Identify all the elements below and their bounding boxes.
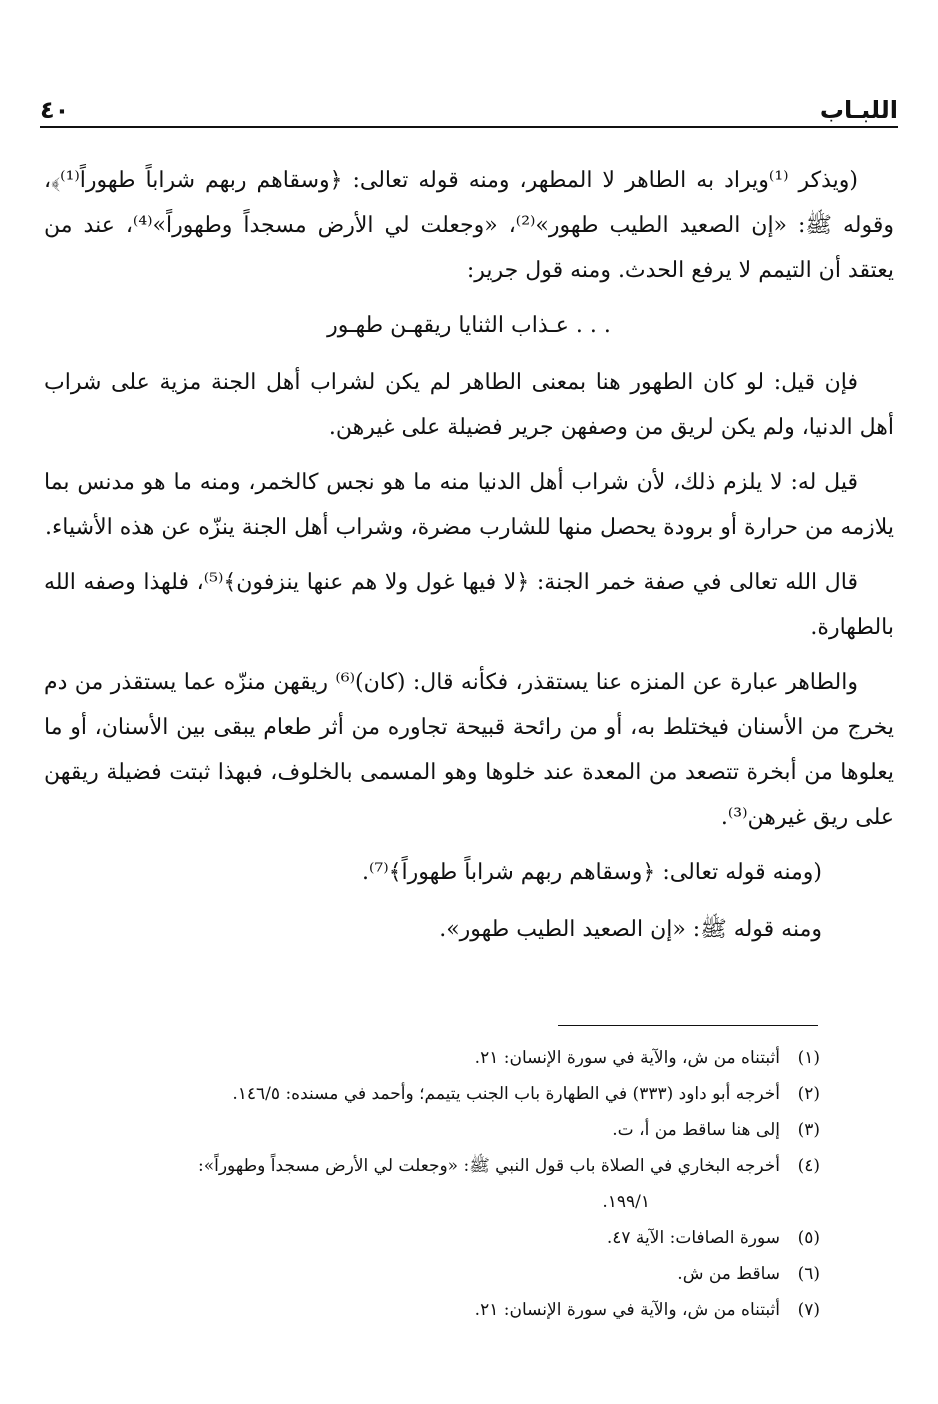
paragraph: والطاهر عبارة عن المنزه عنا يستقذر، فكأنه قال: (كان)⁽⁶⁾ ريقهن منزّه عما يستقذر من دم يخرج من الأسنان فيختلط به، أو من رائحة قبيحة تجاوره من أثر طعام يبقى بين الأسنان، أو ما يعلوها من أبخرة تتصعد من المعدة عند خلوها وهو المسمى بالخلوف، فبهذا ثبتت فضيلة ريقهن على ريق غيرهن⁽³⁾. [44, 670, 894, 830]
footnote [44, 1292, 820, 1328]
footnote-number: (٦) [797, 1264, 820, 1284]
paragraph: (ومنه قوله تعالى: ﴿وسقاهم ربهم شراباً طهوراً﴾⁽⁷⁾. [362, 860, 822, 885]
footnote-number: (٢) [797, 1084, 820, 1104]
footnote-number: (٥) [797, 1228, 820, 1248]
page-header [40, 84, 898, 124]
footnote-number: (٣) [797, 1120, 820, 1140]
footnote [44, 1112, 820, 1148]
footnote-text: أخرجه أبو داود (٣٣٣) في الطهارة باب الجنب يتيمم؛ وأحمد في مسنده: ١٤٦/٥. [232, 1084, 780, 1104]
poetry-verse: . . . عـذاب الثنايا ريقهـن طهـور [327, 313, 611, 338]
footnote [44, 1220, 820, 1256]
footnote-rule [558, 1025, 818, 1026]
footnote-text: إلى هنا ساقط من أ، ت. [612, 1120, 780, 1140]
paragraph: فإن قيل: لو كان الطهور هنا بمعنى الطاهر لم يكن لشراب أهل الجنة مزية على شراب أهل الدنيا، ولم يكن لريق من وصفهن جرير فضيلة على غيرهن. [44, 370, 894, 440]
main-text [44, 158, 894, 964]
footnotes [44, 1040, 820, 1328]
header-rule [40, 126, 898, 128]
paragraph: ومنه قوله ﷺ: «إن الصعيد الطيب طهور». [439, 917, 822, 942]
footnote-number: (٧) [797, 1300, 820, 1320]
footnote-text: ساقط من ش. [677, 1264, 780, 1284]
paragraph: (ويذكر ⁽¹⁾ويراد به الطاهر لا المطهر، ومنه قوله تعالى: ﴿وسقاهم ربهم شراباً طهوراً⁽¹⁾﴾، وقوله ﷺ: «إن الصعيد الطيب طهور»⁽²⁾، «وجعلت لي الأرض مسجداً وطهوراً»⁽⁴⁾، عند من يعتقد أن التيمم لا يرفع الحدث. ومنه قول جرير: [44, 168, 894, 283]
book-title: اللبـاب [819, 96, 898, 124]
footnote [44, 1148, 820, 1184]
footnote-text: أثبتناه من ش، والآية في سورة الإنسان: ٢١. [474, 1300, 780, 1320]
footnote-text: أخرجه البخاري في الصلاة باب قول النبي ﷺ: «وجعلت لي الأرض مسجداً وطهوراً»: [197, 1156, 780, 1176]
footnote-text: أثبتناه من ش، والآية في سورة الإنسان: ٢١. [474, 1048, 780, 1068]
paragraph: قال الله تعالى في صفة خمر الجنة: ﴿لا فيها غول ولا هم عنها ينزفون﴾⁽⁵⁾، فلهذا وصفه الله بالطهارة. [44, 570, 894, 640]
footnote-number: (٤) [797, 1156, 820, 1176]
footnote [44, 1076, 820, 1112]
footnote-text: سورة الصافات: الآية ٤٧. [606, 1228, 780, 1248]
footnote [44, 1040, 820, 1076]
paragraph: قيل له: لا يلزم ذلك، لأن شراب أهل الدنيا منه ما هو نجس كالخمر، ومنه ما هو مدنس بما يلازمه من حرارة أو برودة يحصل منها للشارب مضرة، وشراب أهل الجنة ينزّه عن هذه الأشياء. [44, 470, 894, 540]
footnote [44, 1256, 820, 1292]
page-number: ٤٠ [40, 96, 70, 124]
footnote-continuation: ١٩٩/١. [602, 1192, 650, 1212]
footnote-number: (١) [797, 1048, 820, 1068]
